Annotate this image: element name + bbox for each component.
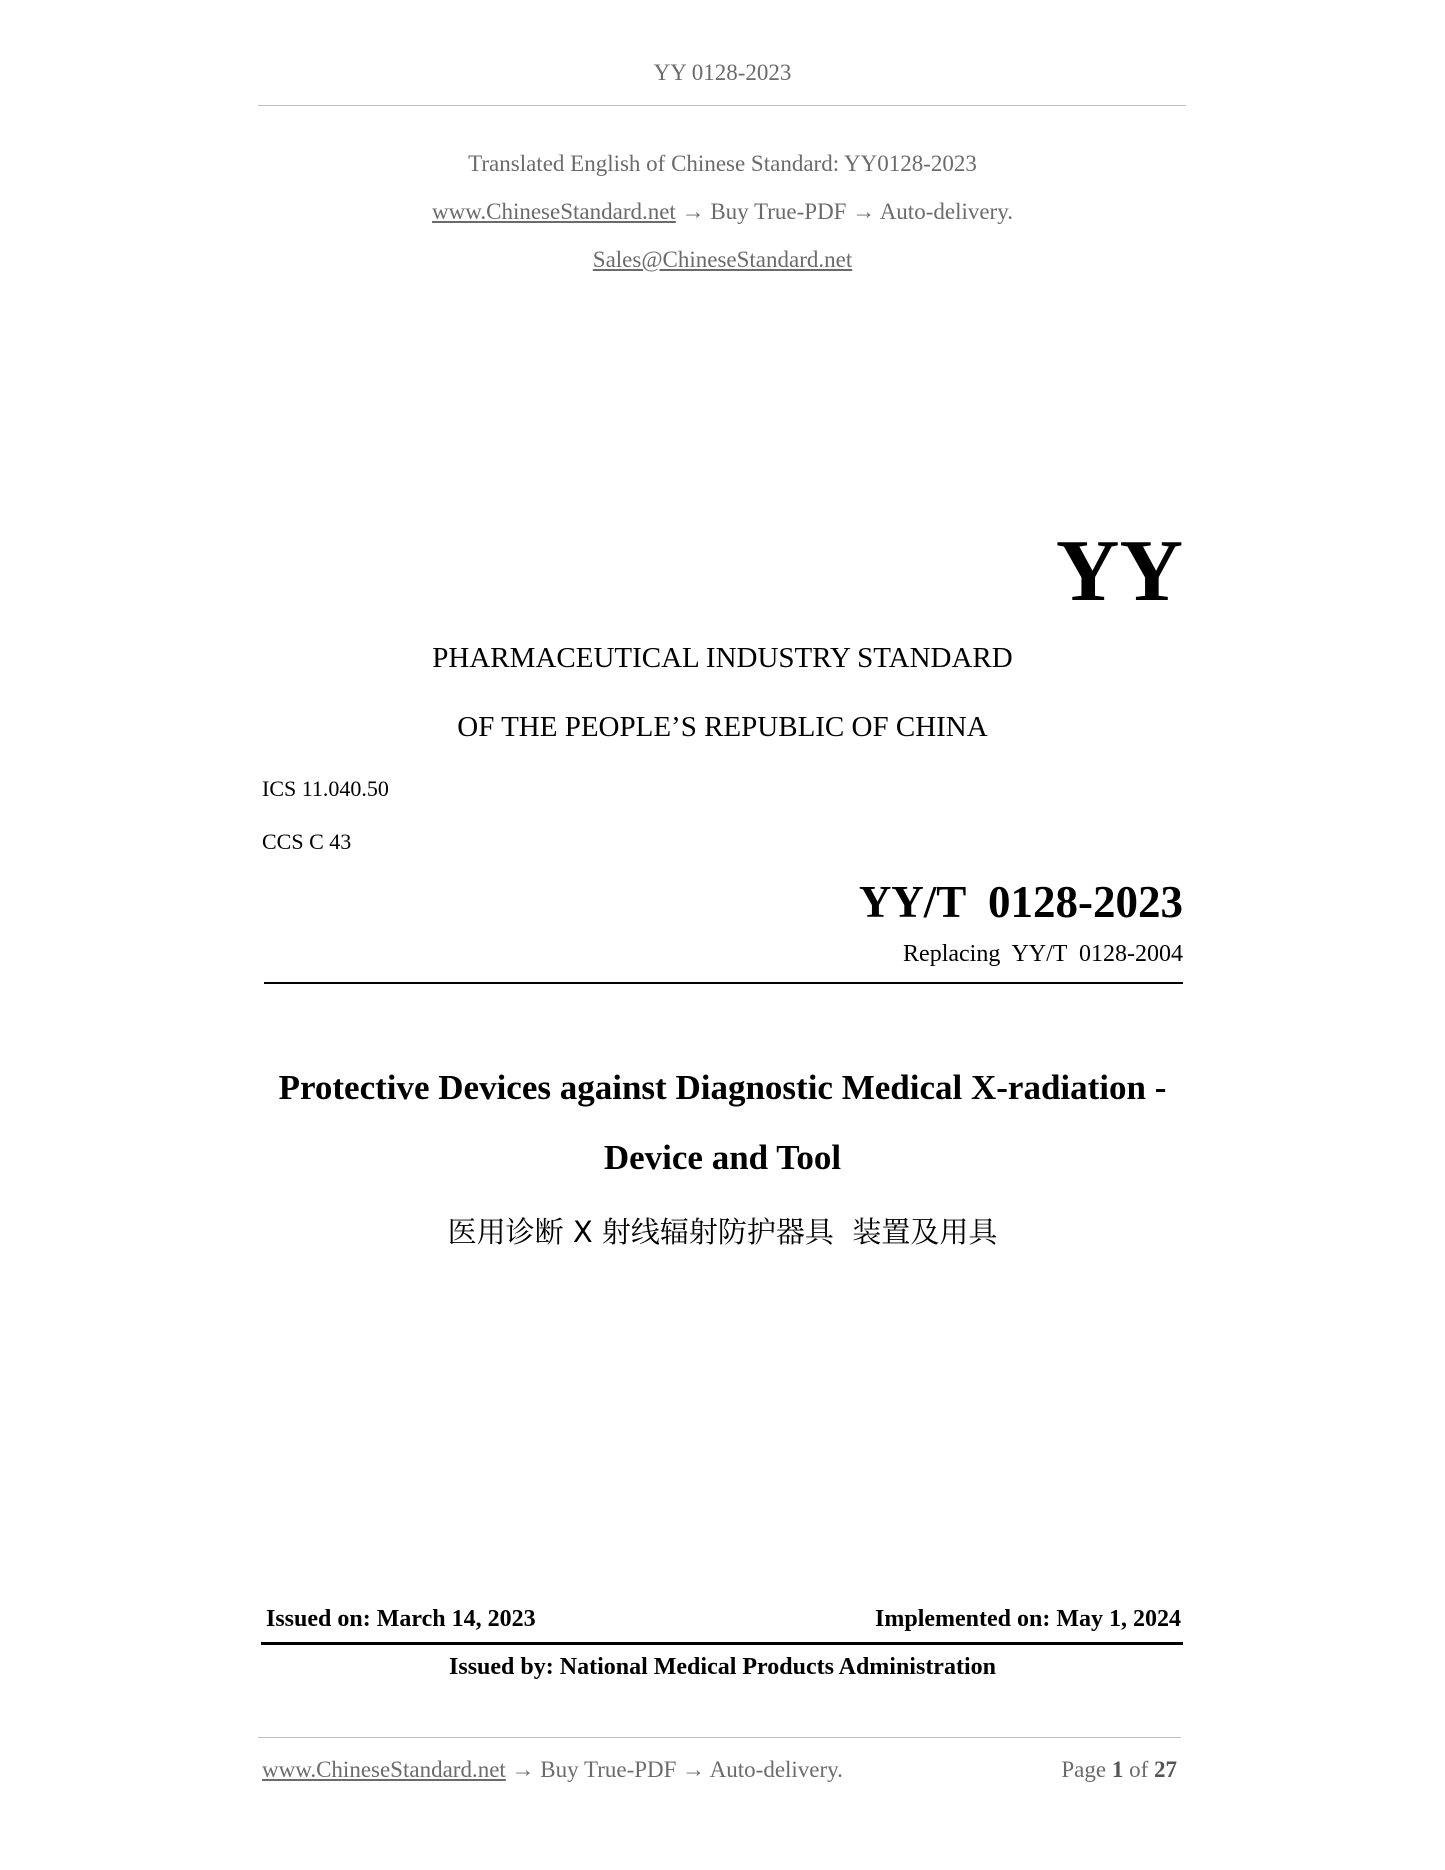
- page-total: 27: [1154, 1757, 1177, 1782]
- promo-email: [0, 247, 1445, 273]
- ccs-code: CCS C 43: [262, 829, 352, 854]
- promo-title: Translated English of Chinese Standard: YY0128-2023: [468, 151, 977, 176]
- ics-code: ICS 11.040.50: [262, 776, 389, 801]
- site-link[interactable]: www.ChineseStandard.net: [432, 199, 676, 224]
- page-current: 1: [1111, 1757, 1124, 1782]
- standard-type-line2: OF THE PEOPLE’S REPUBLIC OF CHINA: [457, 711, 988, 743]
- standard-type-line1: PHARMACEUTICAL INDUSTRY STANDARD: [432, 642, 1013, 674]
- english-title-line1: Protective Devices against Diagnostic Medical X-radiation -: [278, 1068, 1167, 1107]
- title-rule: [264, 982, 1183, 984]
- page-label: Page: [1061, 1757, 1107, 1782]
- footer-rule: [258, 1737, 1181, 1738]
- footer-site-link[interactable]: www.ChineseStandard.net: [262, 1757, 506, 1782]
- chinese-title: 医用诊断 X 射线辐射防护器具 装置及用具: [447, 1215, 998, 1249]
- issued-by: Issued by: National Medical Products Administration: [449, 1654, 996, 1680]
- running-header: YY 0128-2023: [653, 60, 792, 85]
- header-rule: [258, 105, 1186, 106]
- replacing-standard: Replacing YY/T 0128-2004: [903, 941, 1183, 967]
- standard-mark: YY: [1055, 523, 1183, 620]
- footer-links: [262, 1757, 843, 1783]
- page-number: [1061, 1757, 1177, 1783]
- footer-links-tail: → Buy True-PDF → Auto-delivery.: [505, 1757, 843, 1782]
- standard-number: YY/T 0128-2023: [858, 877, 1183, 927]
- page-of: of: [1129, 1757, 1149, 1782]
- issued-on-date: Issued on: March 14, 2023: [266, 1606, 536, 1632]
- english-title-line2: Device and Tool: [603, 1138, 842, 1177]
- promo-links-tail: → Buy True-PDF → Auto-delivery.: [675, 199, 1013, 224]
- issue-rule: [261, 1642, 1183, 1645]
- implemented-on-date: Implemented on: May 1, 2024: [875, 1606, 1181, 1632]
- promo-links: [0, 199, 1445, 225]
- email-link[interactable]: Sales@ChineseStandard.net: [592, 247, 853, 272]
